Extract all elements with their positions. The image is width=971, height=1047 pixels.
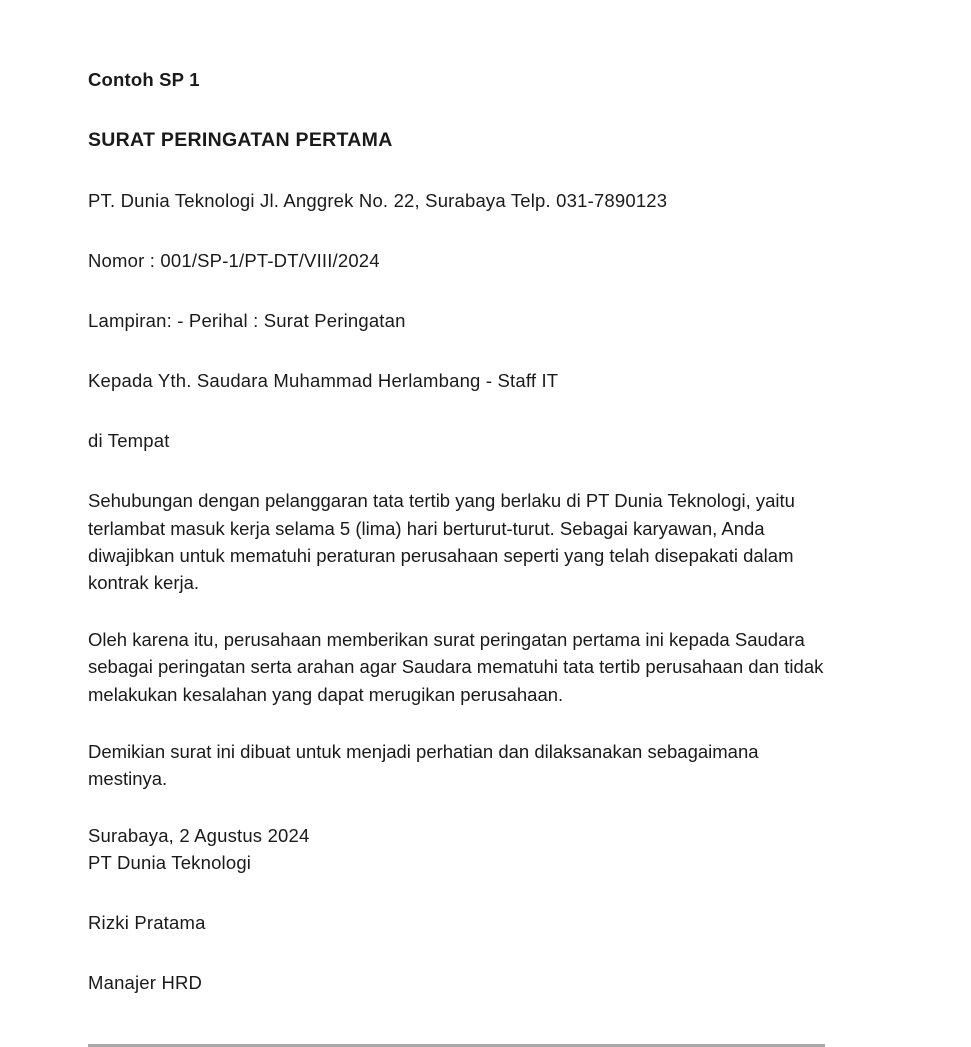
body-paragraph-1: Sehubungan dengan pelanggaran tata tertib yang berlaku di PT Dunia Teknologi, yaitu terlambat masuk kerja selama 5 (lima) hari berturut-turut. Sebagai karyawan, Anda diwajibkan untuk mematuhi peraturan perusahaan seperti yang telah disepakati dalam kontrak kerja. xyxy=(88,490,795,594)
body-paragraph-2: Oleh karena itu, perusahaan memberikan surat peringatan pertama ini kepada Saudara sebagai peringatan serta arahan agar Saudara mematuhi tata tertib perusahaan dan tidak melakukan kesalahan yang dapat merugikan perusahaan. xyxy=(88,629,824,705)
company-address-line: PT. Dunia Teknologi Jl. Anggrek No. 22, Surabaya Telp. 031-7890123 xyxy=(88,190,668,212)
signer-name: Rizki Pratama xyxy=(88,912,206,934)
recipient-place-line: di Tempat xyxy=(88,430,170,452)
place-date-line: Surabaya, 2 Agustus 2024 xyxy=(88,825,310,847)
letter-number-line: Nomor : 001/SP-1/PT-DT/VIII/2024 xyxy=(88,250,380,272)
document-body xyxy=(88,66,825,996)
signature-block xyxy=(88,849,825,996)
body-paragraph-3: Demikian surat ini dibuat untuk menjadi perhatian dan dilaksanakan sebagaimana mestinya. xyxy=(88,740,759,789)
attachment-subject-line: Lampiran: - Perihal : Surat Peringatan xyxy=(88,310,406,332)
document-label: Contoh SP 1 xyxy=(88,69,200,90)
document-title: SURAT PERINGATAN PERTAMA xyxy=(88,129,393,151)
signer-title: Manajer HRD xyxy=(88,972,203,994)
signer-company: PT Dunia Teknologi xyxy=(88,852,252,874)
recipient-line: Kepada Yth. Saudara Muhammad Herlambang - Staff IT xyxy=(88,370,559,392)
